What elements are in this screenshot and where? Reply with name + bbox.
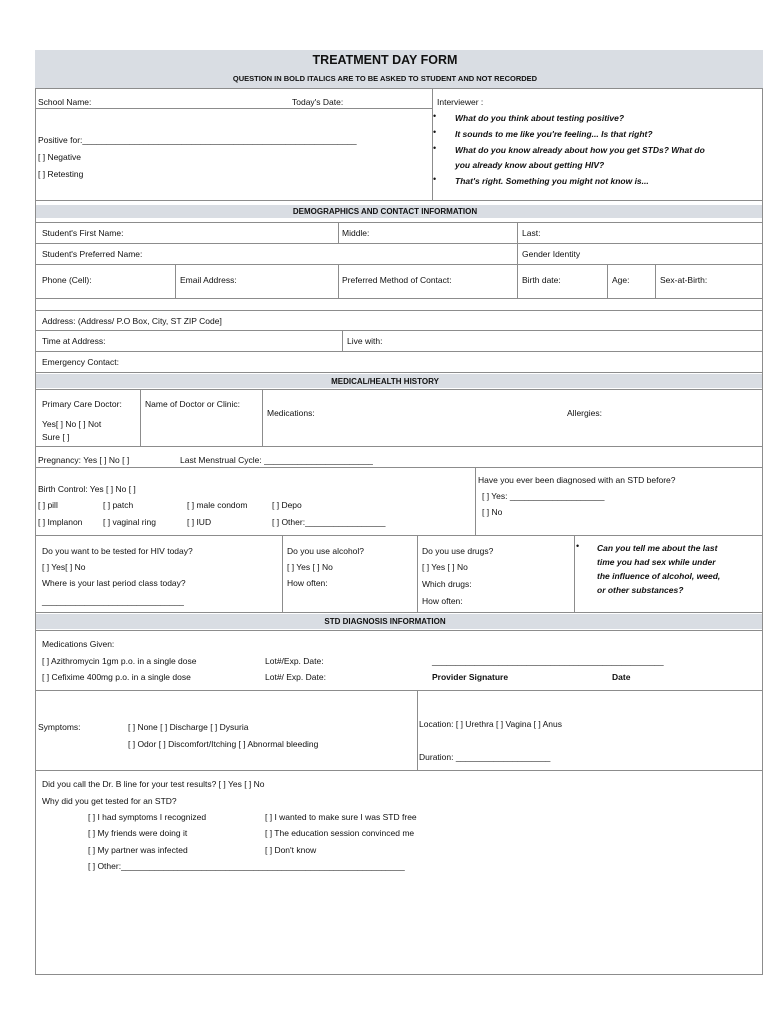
- todays-date-field[interactable]: Today's Date:: [292, 97, 344, 107]
- date-label: Date: [612, 672, 631, 682]
- reason-symptoms-checkbox[interactable]: [ ] I had symptoms I recognized: [88, 812, 207, 822]
- positive-for-field[interactable]: Positive for:__________________________________________________________: [38, 135, 357, 145]
- age-field[interactable]: Age:: [612, 275, 630, 285]
- last-period-label: Where is your last period class today?: [42, 578, 186, 588]
- hiv-yes-no[interactable]: [ ] Yes[ ] No: [42, 562, 86, 572]
- birth-date-field[interactable]: Birth date:: [522, 275, 561, 285]
- implanon-checkbox[interactable]: [ ] Implanon: [38, 517, 83, 527]
- sex-question-2: time you had sex while under: [597, 557, 716, 567]
- symptoms-label: Symptoms:: [38, 722, 81, 732]
- drugs-label: Do you use drugs?: [422, 546, 494, 556]
- bullet-icon: •: [433, 127, 437, 137]
- sex-question-1: Can you tell me about the last: [597, 543, 718, 553]
- bullet-icon: •: [433, 174, 437, 184]
- interviewer-field[interactable]: Interviewer :: [437, 97, 484, 107]
- email-field[interactable]: Email Address:: [180, 275, 237, 285]
- preferred-name-field[interactable]: Student's Preferred Name:: [42, 249, 143, 259]
- primary-care-not-sure[interactable]: Sure [ ]: [42, 432, 70, 442]
- sex-question-3: the influence of alcohol, weed,: [597, 571, 721, 581]
- prompt-4: That's right. Something you might not know is...: [455, 176, 649, 186]
- last-name-field[interactable]: Last:: [522, 228, 541, 238]
- bullet-icon: •: [433, 111, 437, 121]
- lot-exp-field-1[interactable]: Lot#/Exp. Date:: [265, 656, 324, 666]
- std-yes-field[interactable]: [ ] Yes: ____________________: [482, 491, 605, 501]
- primary-care-yes-no[interactable]: Yes[ ] No [ ] Not: [42, 419, 102, 429]
- pill-checkbox[interactable]: [ ] pill: [38, 500, 58, 510]
- reason-friends-checkbox[interactable]: [ ] My friends were doing it: [88, 828, 188, 838]
- bullet-icon: •: [433, 143, 437, 153]
- provider-signature-label: Provider Signature: [432, 672, 509, 682]
- time-at-address-field[interactable]: Time at Address:: [42, 336, 106, 346]
- alcohol-yes-no[interactable]: [ ] Yes [ ] No: [287, 562, 333, 572]
- medications-field[interactable]: Medications:: [267, 408, 315, 418]
- sex-at-birth-field[interactable]: Sex-at-Birth:: [660, 275, 708, 285]
- gender-identity-field[interactable]: Gender Identity: [522, 249, 581, 259]
- std-header: STD DIAGNOSIS INFORMATION: [324, 617, 446, 626]
- live-with-field[interactable]: Live with:: [347, 336, 383, 346]
- first-name-field[interactable]: Student's First Name:: [42, 228, 124, 238]
- alcohol-often-field[interactable]: How often:: [287, 578, 328, 588]
- medical-header: MEDICAL/HEALTH HISTORY: [331, 377, 439, 386]
- hiv-test-label: Do you want to be tested for HIV today?: [42, 546, 193, 556]
- male-condom-checkbox[interactable]: [ ] male condom: [187, 500, 248, 510]
- cefixime-checkbox[interactable]: [ ] Cefixime 400mg p.o. in a single dose: [42, 672, 191, 682]
- form-subtitle: QUESTION IN BOLD ITALICS ARE TO BE ASKED TO STUDENT AND NOT RECORDED: [232, 74, 538, 83]
- location-field[interactable]: Location: [ ] Urethra [ ] Vagina [ ] Anus: [419, 719, 563, 729]
- emergency-contact-field[interactable]: Emergency Contact:: [42, 357, 120, 367]
- prompt-1: What do you think about testing positive?: [455, 113, 625, 123]
- prompt-3b: you already know about getting HIV?: [455, 160, 605, 170]
- menstrual-field[interactable]: Last Menstrual Cycle: _______________________: [180, 455, 373, 465]
- std-no-checkbox[interactable]: [ ] No: [482, 507, 503, 517]
- retesting-checkbox[interactable]: [ ] Retesting: [38, 169, 84, 179]
- doctor-name-field[interactable]: Name of Doctor or Clinic:: [145, 399, 240, 409]
- bullet-icon: •: [576, 541, 580, 551]
- pregnancy-field[interactable]: Pregnancy: Yes [ ] No [ ]: [38, 455, 130, 465]
- school-name-field[interactable]: School Name:: [38, 97, 92, 107]
- reason-partner-checkbox[interactable]: [ ] My partner was infected: [88, 845, 188, 855]
- azithromycin-checkbox[interactable]: [ ] Azithromycin 1gm p.o. in a single dose: [42, 656, 197, 666]
- signature-line[interactable]: _________________________________________________: [432, 656, 664, 666]
- bottom-border: [35, 974, 763, 975]
- phone-field[interactable]: Phone (Cell):: [42, 275, 92, 285]
- meds-given-label: Medications Given:: [42, 639, 115, 649]
- negative-checkbox[interactable]: [ ] Negative: [38, 152, 81, 162]
- reason-dont-know-checkbox[interactable]: [ ] Don't know: [265, 845, 317, 855]
- prompt-2: It sounds to me like you're feeling... Is that right?: [455, 129, 653, 139]
- last-period-field[interactable]: ______________________________: [42, 596, 184, 606]
- depo-checkbox[interactable]: [ ] Depo: [272, 500, 302, 510]
- vaginal-ring-checkbox[interactable]: [ ] vaginal ring: [103, 517, 156, 527]
- patch-checkbox[interactable]: [ ] patch: [103, 500, 134, 510]
- drugs-yes-no[interactable]: [ ] Yes [ ] No: [422, 562, 468, 572]
- primary-care-label: Primary Care Doctor:: [42, 399, 122, 409]
- why-tested-label: Why did you get tested for an STD?: [42, 796, 177, 806]
- dr-b-line-question[interactable]: Did you call the Dr. B line for your test results? [ ] Yes [ ] No: [42, 779, 265, 789]
- address-field[interactable]: Address: (Address/ P.O Box, City, ST ZIP Code]: [42, 316, 222, 326]
- birth-control-field[interactable]: Birth Control: Yes [ ] No [ ]: [38, 484, 136, 494]
- which-drugs-field[interactable]: Which drugs:: [422, 579, 472, 589]
- symptoms-row-2[interactable]: [ ] Odor [ ] Discomfort/Itching [ ] Abnormal bleeding: [128, 739, 319, 749]
- reason-other-field[interactable]: [ ] Other:____________________________________________________________: [88, 861, 405, 871]
- sex-question-4: or other substances?: [597, 585, 684, 595]
- allergies-field[interactable]: Allergies:: [567, 408, 602, 418]
- other-bc-field[interactable]: [ ] Other:_________________: [272, 517, 386, 527]
- symptoms-row-1[interactable]: [ ] None [ ] Discharge [ ] Dysuria: [128, 722, 249, 732]
- duration-field[interactable]: Duration: ____________________: [419, 752, 551, 762]
- alcohol-label: Do you use alcohol?: [287, 546, 365, 556]
- contact-method-field[interactable]: Preferred Method of Contact:: [342, 275, 452, 285]
- prompt-3: What do you know already about how you get STDs? What do: [455, 145, 705, 155]
- middle-name-field[interactable]: Middle:: [342, 228, 370, 238]
- reason-std-free-checkbox[interactable]: [ ] I wanted to make sure I was STD free: [265, 812, 417, 822]
- form-title: TREATMENT DAY FORM: [312, 53, 458, 67]
- std-before-label: Have you ever been diagnosed with an STD before?: [478, 475, 676, 485]
- reason-education-checkbox[interactable]: [ ] The education session convinced me: [265, 828, 415, 838]
- lot-exp-field-2[interactable]: Lot#/ Exp. Date:: [265, 672, 326, 682]
- demographics-header: DEMOGRAPHICS AND CONTACT INFORMATION: [292, 207, 478, 216]
- iud-checkbox[interactable]: [ ] IUD: [187, 517, 212, 527]
- drugs-often-field[interactable]: How often:: [422, 596, 463, 606]
